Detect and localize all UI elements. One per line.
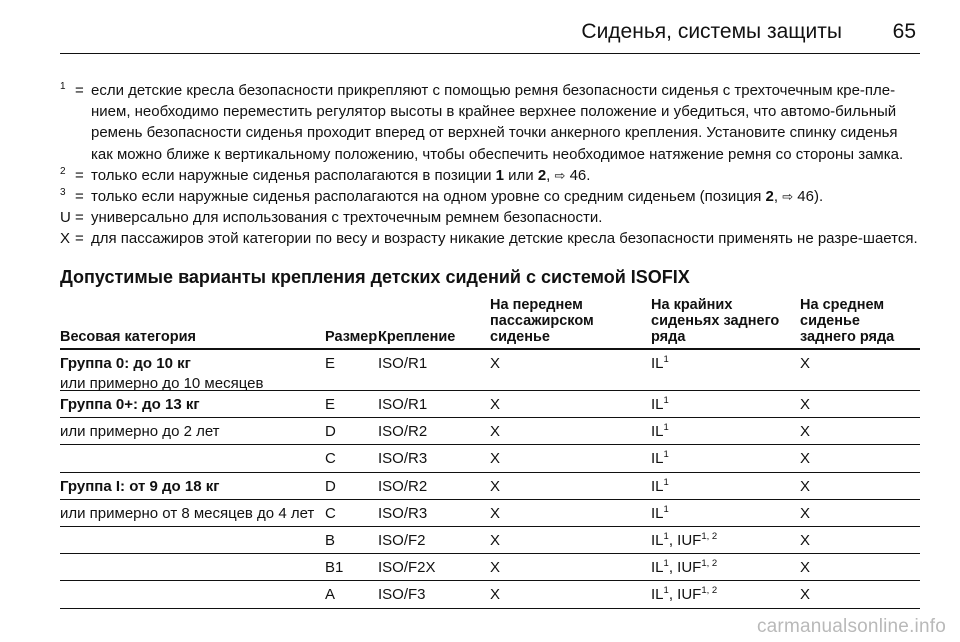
- footnote-u: [60, 207, 922, 228]
- mount-cell: ISO/R3: [378, 505, 428, 522]
- footnote-eq: =: [75, 82, 84, 99]
- footnote-eq: =: [75, 209, 84, 227]
- table-row: [60, 350, 920, 390]
- table-group: [60, 473, 920, 609]
- size-cell: A: [325, 586, 336, 603]
- page-header: [60, 14, 920, 54]
- table-row: [60, 527, 920, 554]
- size-cell: B: [325, 532, 336, 549]
- size-cell: B1: [325, 559, 344, 576]
- footnotes: [60, 80, 922, 250]
- front-seat-cell: X: [490, 532, 501, 549]
- header-mount: Крепление: [378, 329, 456, 345]
- table-row: [60, 554, 920, 581]
- table-row: [60, 418, 920, 445]
- table-row: [60, 500, 920, 527]
- mount-cell: ISO/F2X: [378, 559, 436, 576]
- outer-seats-cell: $IL^1$: [651, 449, 669, 467]
- mount-cell: ISO/R2: [378, 423, 428, 440]
- footnote-key: 3: [60, 187, 66, 199]
- middle-seat-cell: X: [800, 505, 811, 522]
- header-size: Размер: [325, 329, 378, 345]
- footnote-text: только если наружные сиденья располагаются в позиции 1 или 2, ⇨ 46.: [91, 166, 591, 184]
- page-number: 65: [892, 20, 916, 43]
- front-seat-cell: X: [490, 505, 501, 522]
- group-title: Группа I: от 9 до 18 кг: [60, 478, 220, 495]
- table-row: [60, 581, 920, 608]
- size-cell: D: [325, 478, 336, 495]
- front-seat-cell: X: [490, 396, 501, 413]
- outer-seats-cell: $IL^1$: [651, 504, 669, 522]
- size-cell: D: [325, 423, 336, 440]
- footnote-key: X: [60, 230, 71, 248]
- outer-seats-cell: $IL^1$, IUF$^{1, 2}$: [651, 558, 718, 576]
- middle-seat-cell: X: [800, 559, 811, 576]
- isofix-table: [60, 293, 920, 609]
- header-front: На переднем пассажирском сиденье: [490, 297, 594, 345]
- front-seat-cell: X: [490, 450, 501, 467]
- front-seat-cell: X: [490, 478, 501, 495]
- middle-seat-cell: X: [800, 586, 811, 603]
- footnote-key: U: [60, 209, 71, 227]
- mount-cell: ISO/R1: [378, 396, 428, 413]
- page-reference-arrow-icon: ⇨: [782, 189, 794, 205]
- group-title: Группа 0: до 10 кг: [60, 355, 191, 372]
- outer-seats-cell: $IL^1$: [651, 422, 669, 440]
- middle-seat-cell: X: [800, 450, 811, 467]
- table-group: [60, 391, 920, 473]
- middle-seat-cell: X: [800, 396, 811, 413]
- footnote-eq: =: [75, 166, 84, 184]
- footnote-x: [60, 228, 922, 249]
- outer-seats-cell: $IL^1$, IUF$^{1, 2}$: [651, 585, 718, 603]
- outer-seats-cell: $IL^1$: [651, 395, 669, 413]
- mount-cell: ISO/R3: [378, 450, 428, 467]
- footnote-eq: =: [75, 230, 84, 248]
- mount-cell: ISO/F2: [378, 532, 426, 549]
- table-row: [60, 473, 920, 500]
- front-seat-cell: X: [490, 586, 501, 603]
- group-subtitle: или примерно до 2 лет: [60, 423, 220, 440]
- footnote-text: универсально для использования с трехточечным ремнем безопасности.: [91, 209, 603, 227]
- page-reference-arrow-icon: ⇨: [554, 167, 566, 183]
- front-seat-cell: X: [490, 355, 501, 372]
- middle-seat-cell: X: [800, 478, 811, 495]
- size-cell: C: [325, 450, 336, 467]
- front-seat-cell: X: [490, 559, 501, 576]
- footnote-3: [60, 186, 922, 207]
- group-title: Группа 0+: до 13 кг: [60, 396, 200, 413]
- group-subtitle: или примерно до 10 месяцев: [60, 375, 264, 392]
- table-group: [60, 350, 920, 391]
- outer-seats-cell: $IL^1$: [651, 477, 669, 495]
- mount-cell: ISO/R1: [378, 355, 428, 372]
- outer-seats-cell: $IL^1$, IUF$^{1, 2}$: [651, 531, 718, 549]
- middle-seat-cell: X: [800, 355, 811, 372]
- mount-cell: ISO/R2: [378, 478, 428, 495]
- middle-seat-cell: X: [800, 423, 811, 440]
- middle-seat-cell: X: [800, 532, 811, 549]
- size-cell: E: [325, 396, 336, 413]
- group-subtitle: или примерно от 8 месяцев до 4 лет: [60, 505, 315, 522]
- table-row: [60, 445, 920, 472]
- table-header: [60, 293, 920, 350]
- header-outer: На крайних сиденьях заднего ряда: [651, 297, 780, 345]
- footnote-key: 2: [60, 165, 66, 177]
- footnote-text: только если наружные сиденья располагаются на одном уровне со средним сиденьем (позиция 2, ⇨ 46).: [91, 188, 824, 206]
- footnote-1: [60, 80, 922, 165]
- front-seat-cell: X: [490, 423, 501, 440]
- mount-cell: ISO/F3: [378, 586, 426, 603]
- footnote-key: 1: [60, 81, 66, 92]
- size-cell: C: [325, 505, 336, 522]
- page-title: Сиденья, системы защиты: [581, 20, 842, 43]
- watermark: carmanualsonline.info: [756, 616, 946, 637]
- footnote-2: [60, 165, 922, 186]
- outer-seats-cell: $IL^1$: [651, 354, 669, 372]
- section-title: Допустимые варианты крепления детских сидений с системой ISOFIX: [60, 267, 690, 287]
- header-middle: На среднем сиденье заднего ряда: [800, 297, 895, 345]
- table-row: [60, 391, 920, 418]
- footnote-text: если детские кресла безопасности прикрепляют с помощью ремня безопасности сиденья с трехточечным кре-плением, необходимо переместить регулятор высоты в крайнее верхнее положение и убедиться, что автомо-бильный ремень безопасности сиденья проходит вперед от верхней точки анкерного крепления. Установите спинку сиденья как можно ближе к вертикальному положению, чтобы обеспечить необходимое натяжение ремня со стороны замка.: [91, 82, 904, 163]
- size-cell: E: [325, 355, 336, 372]
- table-body: [60, 350, 920, 609]
- footnote-eq: =: [75, 188, 84, 206]
- footnote-text: для пассажиров этой категории по весу и возрасту никакие детские кресла безопасности применять не разре-шается.: [91, 230, 918, 248]
- header-weight: Весовая категория: [60, 329, 196, 345]
